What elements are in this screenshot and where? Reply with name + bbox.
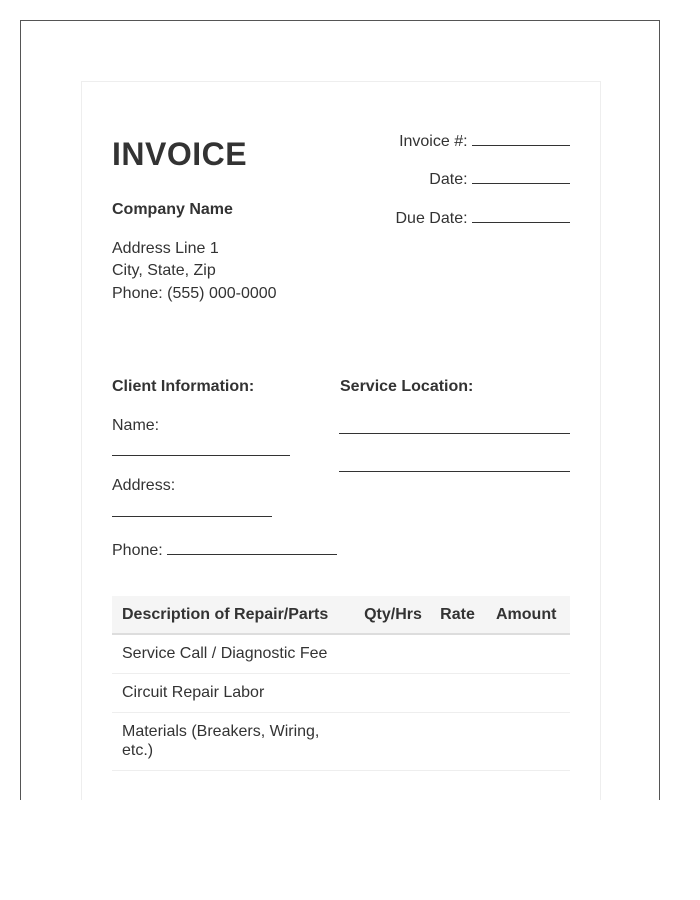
date-label: Date: xyxy=(429,171,468,188)
company-city-state-zip: City, State, Zip xyxy=(112,262,216,279)
column-header-description: Description of Repair/Parts xyxy=(112,596,357,634)
items-table xyxy=(112,596,570,771)
due-date-field[interactable] xyxy=(472,206,570,223)
table-row xyxy=(112,713,570,771)
table-header-row xyxy=(112,596,570,634)
row-rate[interactable] xyxy=(429,674,486,713)
client-phone-row xyxy=(112,538,337,560)
row-description: Materials (Breakers, Wiring, etc.) xyxy=(112,713,357,771)
row-description: Circuit Repair Labor xyxy=(112,674,357,713)
row-rate[interactable] xyxy=(429,713,486,771)
invoice-number-label: Invoice #: xyxy=(399,133,468,150)
column-header-qty: Qty/Hrs xyxy=(357,596,429,634)
client-address-field[interactable] xyxy=(112,516,272,517)
row-amount[interactable] xyxy=(486,674,570,713)
due-date-label: Due Date: xyxy=(395,210,468,227)
due-date-row xyxy=(396,206,571,228)
date-row xyxy=(429,167,570,189)
table-row xyxy=(112,634,570,674)
row-description: Service Call / Diagnostic Fee xyxy=(112,634,357,674)
row-qty[interactable] xyxy=(357,634,429,674)
row-qty[interactable] xyxy=(357,713,429,771)
service-location-line-2[interactable] xyxy=(339,471,570,472)
company-address-line1: Address Line 1 xyxy=(112,240,219,257)
client-info-heading: Client Information: xyxy=(112,378,255,395)
row-rate[interactable] xyxy=(429,634,486,674)
row-amount[interactable] xyxy=(486,634,570,674)
invoice-title: INVOICE xyxy=(112,136,248,172)
table-row xyxy=(112,674,570,713)
row-amount[interactable] xyxy=(486,713,570,771)
service-location-line-1[interactable] xyxy=(339,433,570,434)
column-header-rate: Rate xyxy=(429,596,486,634)
invoice-number-field[interactable] xyxy=(472,129,570,146)
row-qty[interactable] xyxy=(357,674,429,713)
client-phone-field[interactable] xyxy=(167,538,337,555)
client-address-label: Address: xyxy=(112,477,176,494)
company-phone: Phone: (555) 000-0000 xyxy=(112,285,277,302)
invoice-number-row xyxy=(399,129,570,151)
client-phone-label: Phone: xyxy=(112,542,163,559)
date-field[interactable] xyxy=(472,167,570,184)
client-name-label: Name: xyxy=(112,417,160,434)
service-location-heading: Service Location: xyxy=(340,378,474,395)
column-header-amount: Amount xyxy=(486,596,570,634)
client-name-field[interactable] xyxy=(112,455,290,456)
company-name: Company Name xyxy=(112,201,233,218)
